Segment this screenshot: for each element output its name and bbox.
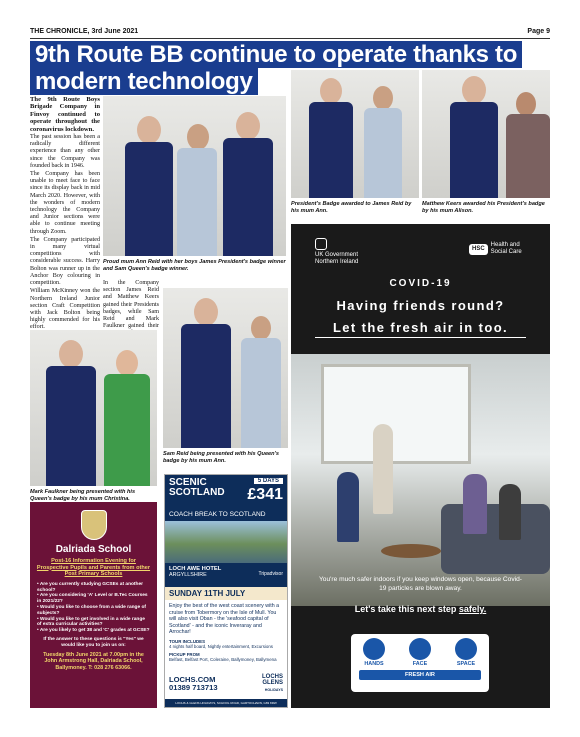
sofa <box>441 504 550 574</box>
photo-matthew-keers <box>422 70 550 198</box>
caption-photo-5: Sam Reid being presented with his Queen's badge by his mum Ann. <box>163 451 280 464</box>
question-item: • Are you considering 'A' Level or B.Tec Courses in 2021/22? <box>37 593 148 605</box>
person-sam <box>179 298 233 448</box>
hotel-name: LOCH AWE HOTEL <box>169 566 222 572</box>
hsc-logo: HSC Health and Social Care <box>469 242 522 256</box>
person-ann-2 <box>239 316 283 448</box>
scenic-subtitle: COACH BREAK TO SCOTLAND <box>169 511 266 518</box>
scenic-contact <box>169 676 218 693</box>
question-item: • Would you like to get involved in a wide range of extra curricular activities? <box>37 616 145 628</box>
hands-face-space-panel <box>351 634 489 692</box>
headline-line-1: 9th Route BB continue to operate thanks to <box>30 41 522 68</box>
page-number: Page 9 <box>527 28 550 35</box>
uk-gov-logo: UK Government Northern Ireland <box>315 238 358 266</box>
includes-text: 4 nights half board, Nightly entertainment, Excursions <box>169 644 273 650</box>
school-name: Dalriada School <box>55 544 132 555</box>
hotel-block <box>165 563 287 587</box>
caption-photo-1: Proud mum Ann Reid with her boys James President's badge winner and Sam Queen's badge winner. <box>103 259 286 272</box>
person-boy-right <box>221 112 275 256</box>
photo-mum-with-boys <box>103 96 286 256</box>
scenic-body: Enjoy the best of the west coast scenery with a cruise from Tobermory on the Isle of Mull. You will also visit Oban - the 'seafood capital of Scotland' - and the iconic Inveraray and Arrochar! <box>169 603 280 636</box>
scenic-date: SUNDAY 11TH JULY <box>165 587 287 600</box>
question-item: • Are you likely to get 38 and 'C' grades at GCSE? <box>37 628 150 634</box>
hsc-badge: HSC <box>469 244 488 255</box>
fresh-air-bar: FRESH AIR <box>359 670 481 680</box>
caption-photo-4: Mark Faulkner being presented with his Queen's badge by his mum Christina. <box>30 489 136 502</box>
covid-body: You're much safer indoors if you keep windows open, because Covid-19 particles are blown away. <box>319 576 522 592</box>
publication-date: THE CHRONICLE, 3rd June 2021 <box>30 28 139 35</box>
article-para-4: William McKinney won the Northern Ireland Junior section Craft Competition with Jack Bolton being highly commended for his effort. <box>30 288 100 331</box>
face-icon <box>409 638 431 660</box>
article-para-5: In the Company section James Reid and Matthew Keers gained their Presidents badges, while Sam Reid and Mark Faulkner gained their <box>103 280 159 330</box>
includes-heading: TOUR INCLUDES <box>169 638 206 644</box>
person-mark <box>44 340 98 486</box>
person-boy-left <box>123 116 175 256</box>
article-para-2: The Company has been unable to meet face to face since its display back in mid March 2020. However, with the wonders of modern technology the Company and Junior sections were able to continue meeting through Zoom. <box>30 171 100 235</box>
person-ann <box>361 86 405 198</box>
caption-photo-3: Matthew Keers awarded his President's badge by his mum Alison. <box>422 201 545 214</box>
person-mum <box>173 124 221 256</box>
question-item: • Would you like to choose from a wide range of subjects? <box>37 604 147 616</box>
face-label: FACE <box>412 661 428 667</box>
space-label: SPACE <box>456 661 476 667</box>
header-rule <box>30 38 550 39</box>
photo-james-reid <box>291 70 419 198</box>
scenic-title-1: SCENIC <box>169 477 207 488</box>
friend-4 <box>499 484 521 540</box>
school-crest-icon <box>81 510 107 540</box>
covid-advert <box>291 224 550 708</box>
headline-line-2: modern technology <box>30 68 258 95</box>
tripadvisor-rating: Tripadvisor <box>258 571 283 577</box>
article-intro: The 9th Route Boys Brigade Company in Finvoy continued to operate throughout the coronavirus lockdown. <box>30 96 100 133</box>
hands-label: HANDS <box>364 661 384 667</box>
person-matthew <box>448 76 500 198</box>
covid-headline-1: Having friends round? <box>336 298 505 313</box>
lochs-glens-logo: LOCHS GLENS HOLIDAYS <box>262 673 283 692</box>
caption-photo-2: President's Badge awarded to James Reid by his mum Ann. <box>291 201 412 214</box>
covid-cta: Let's take this next step safely. <box>354 604 487 614</box>
scenic-title-2: SCOTLAND <box>169 487 225 498</box>
crest-icon <box>315 238 327 250</box>
scenic-fineprint: LOCHS & GLENS HOLIDAYS, SCHOOL ROAD, GARTOCHARN, G83 8RW <box>165 699 287 707</box>
scenic-days: 5 DAYS <box>254 478 283 484</box>
article-para-3: The Company participated in many virtual competitions with considerable success. Harry Bolton was runner up in the Anchor Boy colouring in competition. <box>30 236 100 287</box>
hotel-region: ARGYLLSHIRE <box>169 572 207 578</box>
join-note: If the answer to these questions is "Yes" we would like you to join us on: <box>43 636 144 648</box>
question-item: • Are you currently studying GCSEs at another school? <box>37 581 143 593</box>
event-details: Tuesday 8th June 2021 at 7.00pm in the John Armstrong Hall, Dalriada School, Ballymoney. T: 028 276 63066. <box>43 651 144 671</box>
question-list <box>30 582 157 634</box>
photo-sam-reid <box>163 288 288 448</box>
friend-2 <box>373 424 393 514</box>
space-icon <box>455 638 477 660</box>
scenic-phone: 01389 713713 <box>169 683 218 693</box>
loch-photo <box>165 521 287 563</box>
scenic-price: £341 <box>247 486 283 503</box>
person-christina <box>102 350 152 486</box>
article-para-1: The past session has been a radically different experience than any other since the Company was founded back in 1946. <box>30 134 100 169</box>
person-alison <box>506 92 550 198</box>
dalriada-school-advert <box>30 502 157 708</box>
event-title: Post-16 Information Evening for Prospective Pupils and Parents from other Post Primary Schools <box>36 558 151 578</box>
friend-1 <box>337 472 359 542</box>
photo-mark-faulkner <box>30 330 157 486</box>
covid-kicker: COVID-19 <box>389 278 452 289</box>
living-room-scene <box>291 354 550 606</box>
scenic-website: LOCHS.COM <box>169 674 216 684</box>
scenic-header <box>165 475 287 521</box>
pickup-heading: PICKUP FROM <box>169 651 200 657</box>
table <box>381 544 441 558</box>
scenic-scotland-advert <box>164 474 288 708</box>
person-james <box>307 78 355 198</box>
covid-headline-2: Let the fresh air in too. <box>315 320 526 338</box>
window <box>321 364 471 464</box>
hands-icon <box>363 638 385 660</box>
friend-3 <box>463 474 487 534</box>
pickup-text: Belfast, Belfast Port, Coleraine, Ballymoney, Ballymena <box>169 657 277 663</box>
